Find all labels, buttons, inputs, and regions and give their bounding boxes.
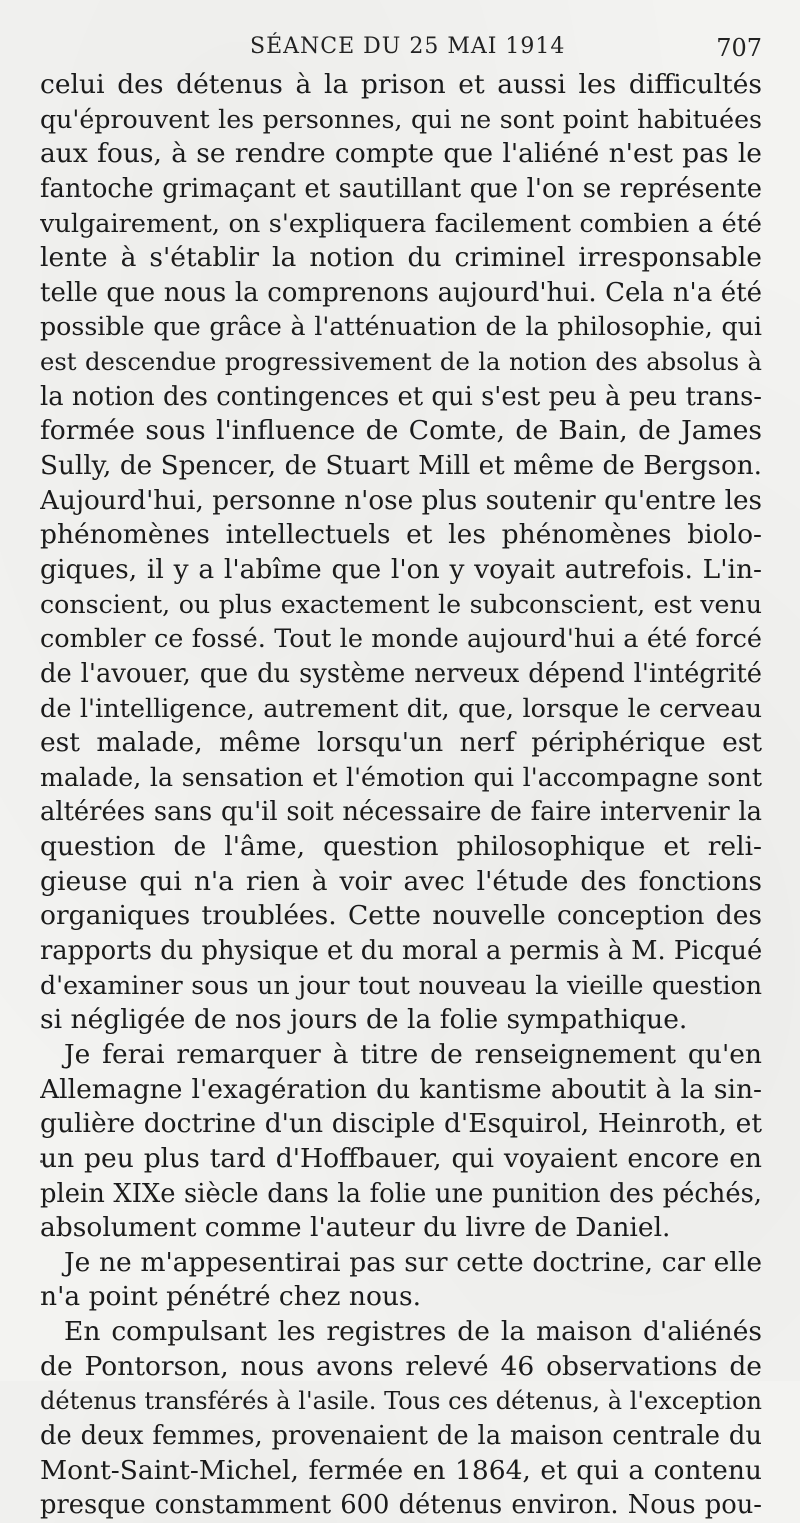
text-line: telle que nous la comprenons aujourd'hui. Cela n'a été (40, 277, 762, 308)
paragraph-end-line: si négligée de nos jours de la folie sympathique. (40, 1004, 688, 1036)
running-head-title: SÉANCE DU 25 MAI 1914 (250, 34, 566, 59)
text-line: gieuse qui n'a rien à voir avec l'étude des fonctions (40, 865, 762, 897)
text-line: celui des détenus à la prison et aussi les difficultés (40, 69, 762, 100)
text-line: Sully, de Spencer, de Stuart Mill et même de Bergson. (40, 451, 762, 482)
text-line: détenus transférés à l'asile. Tous ces détenus, à l'exception (40, 1387, 762, 1416)
paragraph-start-line: Je ferai remarquer à titre de renseignement qu'en (64, 1038, 762, 1070)
paragraph-end-line: n'a point pénétré chez nous. (40, 1281, 422, 1313)
paragraph-start-line: Je ne m'appesentirai pas sur cette doctrine, car elle (64, 1246, 762, 1278)
text-line: de Pontorson, nous avons relevé 46 observations de (40, 1350, 762, 1382)
text-line: aux fous, à se rendre compte que l'aliéné n'est pas le (40, 138, 762, 170)
text-line: Allemagne l'exagération du kantisme aboutit à la sin- (40, 1073, 762, 1105)
text-line: formée sous l'influence de Comte, de Bain, de James (40, 415, 762, 447)
text-line: vulgairement, on s'expliquera facilement combien a été (40, 208, 762, 239)
text-line: phénomènes intellectuels et les phénomènes biolo- (40, 519, 762, 551)
text-line: gulière doctrine d'un disciple d'Esquirol, Heinroth, et (40, 1108, 762, 1140)
text-line: question de l'âme, question philosophique et reli- (40, 831, 762, 863)
body-text (40, 68, 762, 1523)
text-line: lente à s'établir la notion du criminel irresponsable (40, 242, 762, 274)
text-line: Aujourd'hui, personne n'ose plus soutenir qu'entre les (40, 485, 762, 516)
text-line: plein XIXe siècle dans la folie une punition des péchés, (40, 1178, 762, 1209)
text-line: est malade, même lorsqu'un nerf périphérique est (40, 727, 762, 759)
text-line: combler ce fossé. Tout le monde aujourd'hui a été forcé (40, 624, 762, 655)
text-line: est descendue progressivement de la notion des absolus à (40, 347, 762, 377)
text-line: de deux femmes, provenaient de la maison centrale du (40, 1420, 762, 1451)
text-line: rapports du physique et du moral a permis à M. Picqué (40, 936, 762, 967)
text-line: possible que grâce à l'atténuation de la philosophie, qui (40, 312, 762, 342)
paragraph-start-line: En compulsant les registres de la maison d'aliénés (64, 1316, 762, 1348)
text-line: fantoche grimaçant et sautillant que l'on se représente (40, 173, 762, 204)
text-line: Mont-Saint-Michel, fermée en 1864, et qui a contenu (40, 1454, 762, 1486)
text-line: presque constamment 600 détenus environ. Nous pou- (40, 1490, 762, 1521)
text-line: un peu plus tard d'Hoffbauer, qui voyaient encore en (40, 1142, 762, 1174)
text-line: malade, la sensation et l'émotion qui l'accompagne sont (40, 762, 762, 792)
text-line: altérées sans qu'il soit nécessaire de faire intervenir la (40, 797, 762, 828)
text-line: de l'avouer, que du système nerveux dépend l'intégrité (40, 658, 762, 689)
text-line: d'examiner sous un jour tout nouveau la vieille question (40, 970, 762, 1000)
paragraph-end-line: absolument comme l'auteur du livre de Daniel. (40, 1212, 671, 1244)
text-line: de l'intelligence, autrement dit, que, lorsque le cerveau (40, 693, 762, 724)
text-line: organiques troublées. Cette nouvelle conception des (40, 900, 762, 932)
text-line: conscient, ou plus exactement le subconscient, est venu (40, 589, 762, 619)
text-line: la notion des contingences et qui s'est peu à peu trans- (40, 381, 762, 412)
page-number: 707 (716, 34, 762, 62)
text-line: giques, il y a l'abîme que l'on y voyait autrefois. L'in- (40, 553, 762, 585)
text-line: qu'éprouvent les personnes, qui ne sont point habituées (40, 104, 762, 134)
running-head (40, 30, 762, 64)
